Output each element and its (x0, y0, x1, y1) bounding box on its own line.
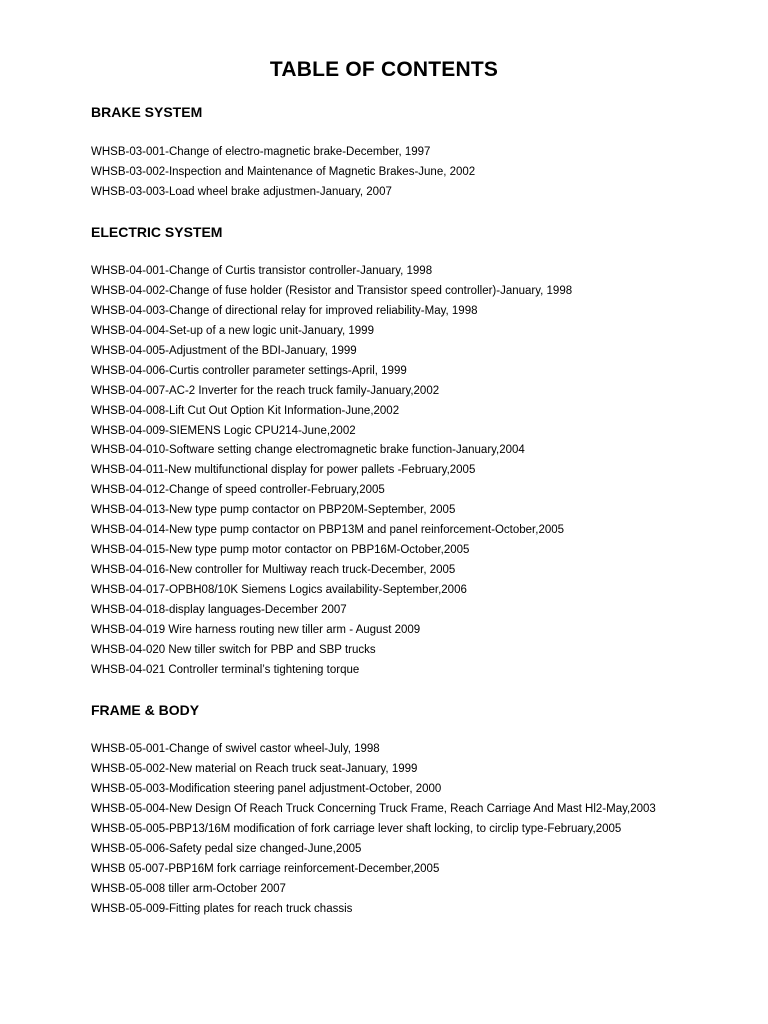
toc-entry: WHSB-04-003-Change of directional relay for improved reliability-May, 1998 (91, 304, 478, 317)
toc-entry: WHSB-05-008 tiller arm-October 2007 (91, 882, 286, 895)
toc-entry: WHSB-05-006-Safety pedal size changed-June,2005 (91, 842, 362, 855)
toc-entry: WHSB-03-003-Load wheel brake adjustmen-January, 2007 (91, 185, 392, 198)
toc-entry: WHSB-03-002-Inspection and Maintenance of Magnetic Brakes-June, 2002 (91, 165, 476, 178)
toc-entry: WHSB-04-016-New controller for Multiway reach truck-December, 2005 (91, 564, 456, 577)
toc-entry: WHSB-04-005-Adjustment of the BDI-January, 1999 (91, 344, 357, 357)
toc-entry: WHSB-04-010-Software setting change electromagnetic brake function-January,2004 (91, 444, 525, 457)
toc-entry: WHSB-05-002-New material on Reach truck seat-January, 1999 (91, 762, 418, 775)
toc-entry: WHSB-05-009-Fitting plates for reach truck chassis (91, 902, 353, 915)
toc-entry: WHSB-04-017-OPBH08/10K Siemens Logics availability-September,2006 (91, 584, 467, 596)
toc-entry: WHSB-04-012-Change of speed controller-February,2005 (91, 484, 385, 497)
toc-entry: WHSB-04-011-New multifunctional display for power pallets -February,2005 (91, 464, 476, 477)
section-heading-electric-system: ELECTRIC SYSTEM (91, 224, 223, 240)
electric-system-entry-list (91, 262, 572, 681)
toc-entry: WHSB-04-006-Curtis controller parameter settings-April, 1999 (91, 364, 407, 377)
section-heading-frame-body: FRAME & BODY (91, 702, 200, 718)
toc-entry: WHSB-04-019 Wire harness routing new tiller arm - August 2009 (91, 623, 421, 636)
toc-entry: WHSB-04-004-Set-up of a new logic unit-January, 1999 (91, 324, 374, 337)
toc-entry: WHSB-04-015-New type pump motor contactor on PBP16M-October,2005 (91, 544, 470, 557)
toc-entry: WHSB-04-018-display languages-December 2007 (91, 603, 347, 616)
toc-entry: WHSB-04-001-Change of Curtis transistor controller-January, 1998 (91, 265, 433, 277)
toc-entry: WHSB-04-013-New type pump contactor on PBP20M-September, 2005 (91, 504, 456, 517)
page-title: TABLE OF CONTENTS (269, 58, 499, 81)
toc-entry: WHSB-04-021 Controller terminal’s tightening torque (91, 663, 360, 676)
toc-entry: WHSB 05-007-PBP16M fork carriage reinforcement-December,2005 (91, 862, 440, 875)
brake-system-entry-list (91, 143, 475, 203)
toc-entry: WHSB-04-014-New type pump contactor on PBP13M and panel reinforcement-October,2005 (91, 524, 565, 537)
toc-entry: WHSB-05-005-PBP13/16M modification of fork carriage lever shaft locking, to circlip type-February,2005 (91, 822, 622, 835)
toc-entry: WHSB-04-002-Change of fuse holder (Resistor and Transistor speed controller)-January, 1998 (91, 284, 573, 297)
toc-entry: WHSB-04-008-Lift Cut Out Option Kit Information-June,2002 (91, 404, 400, 417)
frame-body-entry-list (91, 740, 656, 919)
section-heading-brake-system: BRAKE SYSTEM (91, 104, 203, 120)
toc-entry: WHSB-05-004-New Design Of Reach Truck Concerning Truck Frame, Reach Carriage And Mast Hl2-May,2003 (91, 802, 656, 815)
toc-entry: WHSB-05-001-Change of swivel castor wheel-July, 1998 (91, 743, 380, 755)
toc-entry: WHSB-03-001-Change of electro-magnetic brake-December, 1997 (91, 146, 431, 158)
toc-entry: WHSB-04-009-SIEMENS Logic CPU214-June,2002 (91, 424, 356, 437)
toc-entry: WHSB-04-007-AC-2 Inverter for the reach truck family-January,2002 (91, 384, 440, 397)
toc-entry: WHSB-04-020 New tiller switch for PBP and SBP trucks (91, 643, 376, 656)
toc-entry: WHSB-05-003-Modification steering panel adjustment-October, 2000 (91, 782, 442, 795)
